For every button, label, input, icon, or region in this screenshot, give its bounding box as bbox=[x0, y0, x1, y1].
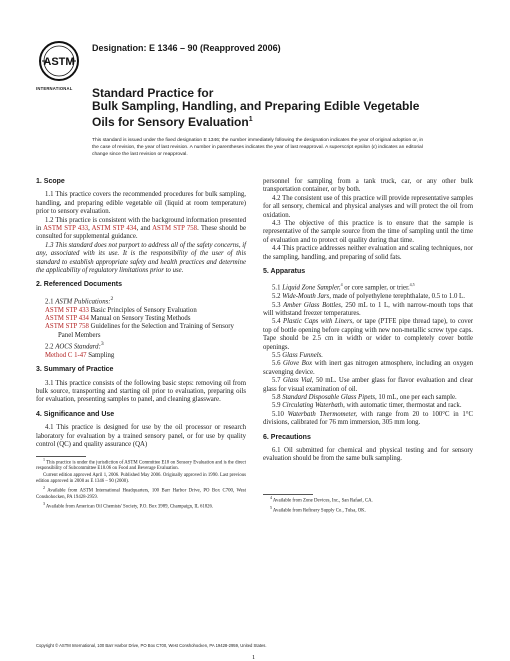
copyright: Copyright © ASTM International, 100 Barr Harbor Drive, PO Box C700, West Conshohocken, PA 19428-2959, United States. bbox=[36, 643, 267, 648]
paragraph-4-2: 4.2 The consistent use of this practice will provide representative samples for all sensory, chemical and physical analyses and will protect the oil from oxidation. bbox=[263, 194, 473, 219]
paragraph-4-1: 4.1 This practice is designed for use by the oil processor or research laboratory for evaluation by a trained sensory panel, or for use by quality control (QC) and quality assurance (QA) bbox=[36, 424, 246, 449]
footnote: Current edition approved April 1, 2006. Published May 2006. Originally approved in 1990. Last previous edition approved in 2000 as E 1346 – 90 (2000). bbox=[36, 472, 246, 484]
paragraph-6-1: 6.1 Oil submitted for chemical and physical testing and for sensory evaluation should be from the same bulk sampling. bbox=[263, 447, 473, 463]
paragraph-4-4: 4.4 This practice addresses neither evaluation and scaling techniques, nor the sampling, handling, and preparing of solid fats. bbox=[263, 245, 473, 261]
footnote: $^4$ Available from Zone Devices, Inc., San Rafael, CA. bbox=[270, 494, 373, 504]
ref-item: ASTM STP 758 Guidelines for the Selection and Training of Sensory Panel Members bbox=[45, 323, 234, 339]
ref-item: ASTM STP 433 Basic Principles of Sensory Evaluation bbox=[45, 306, 197, 314]
apparatus-item: 5.2 Wide-Mouth Jars, made of polyethylene terephthalate, 0.5 to 1.0 L. bbox=[272, 293, 465, 301]
apparatus-item: 5.4 Plastic Caps with Liners, or tape (PTFE pipe thread tape), to cover top of bottle opening before capping with new non-metallic screw type caps. Tape should be 2.5 cm in width or wider to completely cover bottle openings. bbox=[263, 318, 473, 351]
astm-logo-icon bbox=[38, 40, 80, 82]
right-column bbox=[263, 178, 473, 515]
link-stp-758[interactable]: ASTM STP 758 bbox=[152, 225, 198, 233]
ref-item: Method C 1-47 Sampling bbox=[45, 351, 115, 359]
paragraph-3-1: 3.1 This practice consists of the following basic steps: removing oil from bulk source, transporting and starting oil prior to evaluation, preparing oils for evaluation, presenting samples to panel, and cleaning glassware. bbox=[36, 379, 246, 404]
link-ref-433[interactable]: ASTM STP 433 bbox=[45, 306, 89, 314]
paragraph-1-2: 1.2 This practice is consistent with the background information presented in ASTM STP 433, ASTM STP 434, and ASTM STP 758. These should be consulted for supplemental guidance. bbox=[36, 216, 247, 241]
designation: Designation: E 1346 – 90 (Reapproved 2006) bbox=[92, 43, 281, 53]
apparatus-item: 5.3 Amber Glass Bottles, 250 mL to 1 L, with narrow-mouth tops that will withstand freezer temperatures. bbox=[263, 301, 473, 317]
title-kicker: Standard Practice for bbox=[92, 86, 214, 100]
footnote: $^5$ Available from Refinery Supply Co., Tulsa, OK. bbox=[270, 504, 366, 514]
section-heading-summary: 3. Summary of Practice bbox=[36, 366, 114, 374]
paragraph-1-3: 1.3 This standard does not purport to address all of the safety concerns, if any, associated with its use. It is the responsibility of the user of this standard to establish appropriate safety and health practices and determine the applicability of regulatory limitations prior to use. bbox=[36, 241, 246, 275]
section-heading-significance: 4. Significance and Use bbox=[36, 410, 115, 418]
left-column bbox=[36, 178, 246, 511]
apparatus-item: 5.8 Standard Disposable Glass Pipets, 10 mL, one per each sample. bbox=[272, 394, 457, 402]
apparatus-item: 5.5 Glass Funnels. bbox=[272, 351, 323, 359]
link-stp-433[interactable]: ASTM STP 433 bbox=[43, 225, 89, 233]
section-heading-apparatus: 5. Apparatus bbox=[263, 268, 306, 276]
footnote: $^3$ Available from American Oil Chemists' Society, P.O. Box 3989, Champaign, IL 61826. bbox=[43, 501, 214, 511]
link-ref-758[interactable]: ASTM STP 758 bbox=[45, 323, 89, 331]
ref-item: ASTM STP 434 Manual on Sensory Testing Methods bbox=[45, 314, 191, 322]
page-title: Bulk Sampling, Handling, and Preparing Edible Vegetable Oils for Sensory Evaluation$^1$ bbox=[92, 99, 420, 129]
section-heading-referenced: 2. Referenced Documents bbox=[36, 281, 122, 289]
logo-caption: INTERNATIONAL bbox=[36, 86, 73, 91]
paragraph-4-1-cont: personnel for sampling from a tank truck, car, or any other bulk transportation container, or by both. bbox=[263, 178, 473, 194]
link-ref-434[interactable]: ASTM STP 434 bbox=[45, 314, 89, 322]
svg-text:ASTM: ASTM bbox=[43, 56, 75, 68]
apparatus-item: 5.7 Glass Vial, 50 mL. Use amber glass for flavor evaluation and clear glass for visual examination of oil. bbox=[263, 377, 473, 393]
paragraph-1-1: 1.1 This practice covers the recommended procedures for bulk sampling, handling, and preparing edible vegetable oil (liquid at room temperature) prior to sensory evaluation. bbox=[36, 191, 246, 216]
title-footnote-mark: 1 bbox=[248, 116, 253, 123]
section-heading-scope: 1. Scope bbox=[36, 178, 65, 185]
sub-2-1: 2.1 ASTM Publications:$^2$ bbox=[45, 295, 114, 306]
footnote: $^2$ Available from ASTM International Headquarters, 100 Barr Harbor Drive, PO Box C700, West Conshohocken, PA 19428-2959. bbox=[36, 485, 246, 501]
link-stp-434[interactable]: ASTM STP 434 bbox=[91, 225, 137, 233]
apparatus-item: 5.9 Circulating Waterbath, with automatic timer, thermostat and rack. bbox=[272, 402, 462, 410]
apparatus-item: 5.1 Liquid Zone Sampler,$^4$ or core sampler, or trier.$^{4,5}$ bbox=[272, 282, 415, 292]
intro-note: This standard is issued under the fixed designation E 1346; the number immediately following the designation indicates the year of original adoption or, in the case of revision, the year of last revision. A number in parentheses indicates the year of last reapproval. A superscript epsilon (ε) indicates an editorial change since the last revision or reapproval. bbox=[92, 138, 424, 157]
footnote: $^1$ This practice is under the jurisdiction of ASTM Committee E18 on Sensory Evaluation and is the direct responsibility of Subcommittee E18.06 on Food and Beverage Evaluation. bbox=[36, 456, 246, 472]
apparatus-item: 5.10 Waterbath Thermometer, with range from 20 to 100°C in 1°C divisions, calibrated for 76 mm immersion, 305 mm long. bbox=[263, 410, 474, 427]
sub-2-2: 2.2 AOCS Standard:$^3$ bbox=[45, 341, 104, 351]
apparatus-item: 5.6 Glove Box with inert gas nitrogen atmosphere, including an oxygen scavenging device. bbox=[263, 360, 473, 376]
paragraph-4-3: 4.3 The objective of this practice is to ensure that the sample is representative of the sample source from the time of sampling until the time of evaluation and to protect oil quality during that time. bbox=[263, 220, 473, 244]
page-number: 1 bbox=[252, 654, 256, 661]
section-heading-precautions: 6. Precautions bbox=[263, 433, 311, 441]
link-aocs[interactable]: Method C 1-47 bbox=[45, 351, 87, 359]
